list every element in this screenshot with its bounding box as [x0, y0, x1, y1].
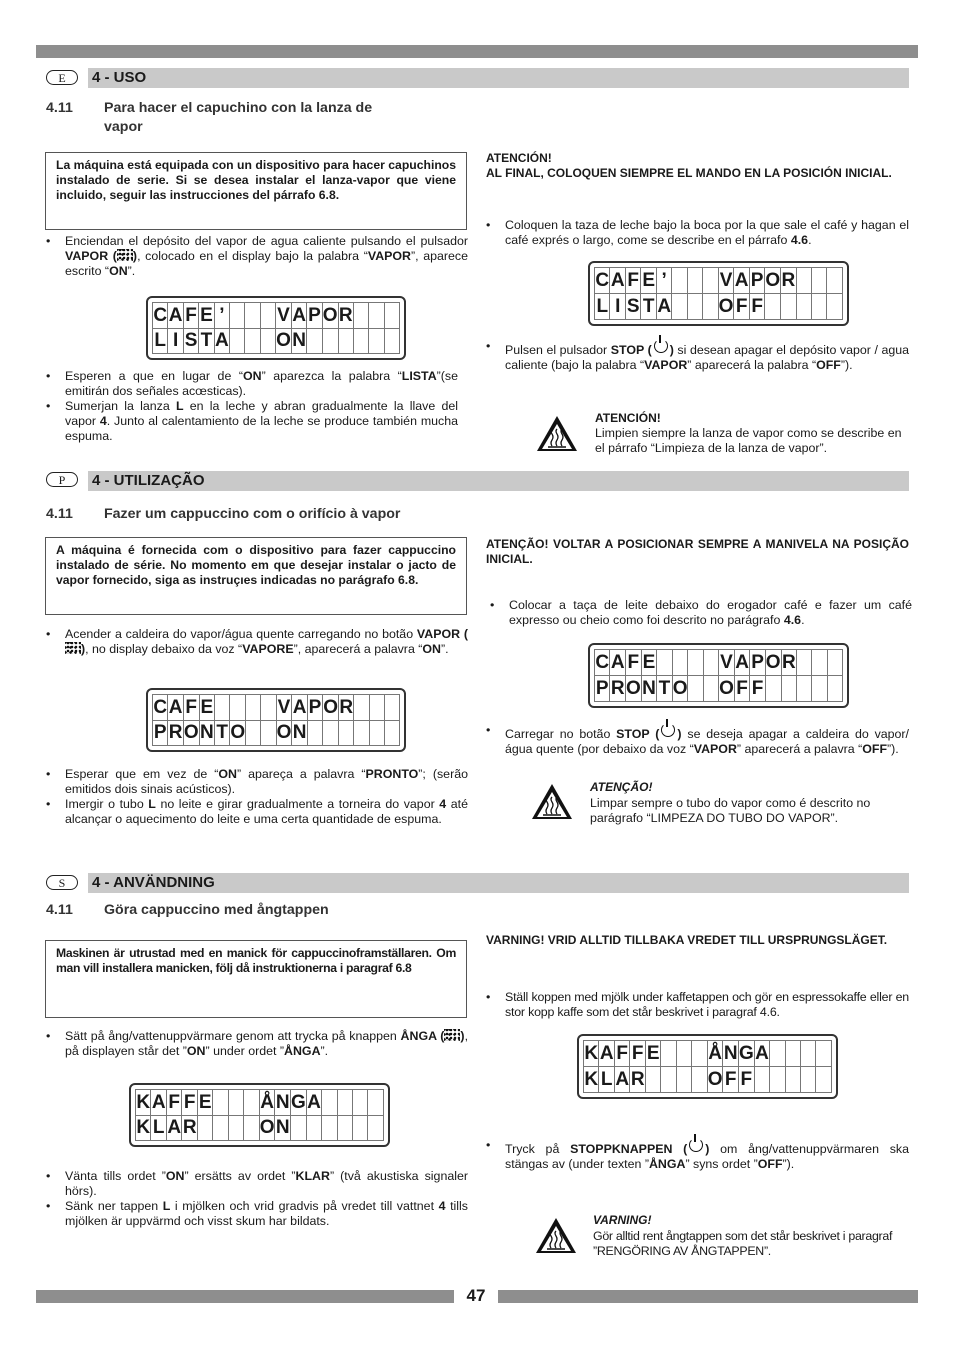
display-cell: F: [734, 676, 749, 702]
page-number: 47: [466, 1286, 486, 1305]
display-cell: [353, 1115, 368, 1141]
display-cell: [827, 294, 843, 320]
subsection-number: 4.11: [46, 506, 73, 522]
display-cell: [369, 720, 384, 746]
display-cell: [785, 1041, 800, 1067]
display-row: [153, 328, 400, 354]
display-cell: F: [723, 1067, 738, 1093]
display-cell: [337, 1090, 352, 1116]
power-icon: [654, 339, 668, 353]
display-panel: [588, 261, 849, 326]
display-row: [595, 650, 843, 676]
display-cell: N: [275, 1090, 290, 1116]
display-row: [136, 1115, 384, 1141]
bullet-list: [490, 598, 912, 628]
display-row: [153, 720, 400, 746]
subsection-title-line2: vapor: [104, 119, 143, 135]
display-cell: [812, 294, 827, 320]
display-cell: [692, 1067, 707, 1093]
display-cell: R: [781, 268, 796, 294]
display-cell: [353, 328, 368, 354]
warning-title: VARNING!: [593, 1213, 652, 1227]
display-cell: [703, 676, 718, 702]
display-cell: [796, 268, 811, 294]
display-cell: O: [322, 303, 338, 329]
display-grid: [152, 302, 400, 354]
display-cell: V: [719, 650, 735, 676]
display-row: [595, 294, 843, 320]
display-cell: E: [641, 650, 656, 676]
display-cell: [797, 650, 812, 676]
display-cell: V: [718, 268, 734, 294]
display-cell: L: [595, 294, 610, 320]
display-cell: [354, 695, 369, 721]
display-cell: [384, 720, 399, 746]
subsection-title: Para hacer el capuchino con la lanza de: [104, 100, 373, 116]
display-cell: [368, 1090, 384, 1116]
display-cell: [368, 1115, 384, 1141]
display-cell: P: [307, 303, 322, 329]
display-cell: R: [610, 676, 625, 702]
display-cell: [797, 676, 812, 702]
display-cell: [246, 720, 261, 746]
list-item: • Tryck på STOPPKNAPPEN ( ) om ång/vattenuppvärmaren ska stängas av (under texten ”ÅNGA” syns ordet ”OFF”).: [486, 1138, 909, 1172]
display-cell: [307, 720, 322, 746]
display-cell: A: [306, 1090, 321, 1116]
display-cell: V: [276, 695, 292, 721]
display-cell: [703, 268, 718, 294]
display-panel: [146, 688, 406, 752]
display-cell: C: [595, 650, 610, 676]
display-cell: [307, 328, 322, 354]
display-cell: O: [625, 676, 641, 702]
hot-surface-warning-icon: [532, 784, 572, 820]
bullet-list: [46, 767, 468, 827]
display-grid: [583, 1040, 832, 1093]
list-item: • Sänk ner tappen L i mjölken och vrid gradvis på vredet till vattnet 4 tills mjölken är uppvärmd och visst skum har bildats.: [46, 1199, 468, 1229]
subsection-heading: [46, 901, 476, 921]
bullet-list: [46, 627, 468, 657]
display-cell: N: [723, 1041, 738, 1067]
list-item: • Carregar no botão STOP ( ) se deseja apagar a caldeira do vapor/água quente (por debaixo da voz “VAPOR” aparecerá a palavra “OFF”).: [486, 723, 909, 757]
list-item: • Colocar a taça de leite debaixo do erogador café e fazer um café expresso ou cheio como foi descrito no parágrafo 4.6.: [490, 598, 912, 628]
display-grid: [152, 694, 400, 746]
display-cell: [765, 294, 781, 320]
display-cell: P: [153, 720, 168, 746]
list-item: • Vänta tills ordet ”ON” ersätts av ordet ”KLAR” (två akustiska signaler hörs).: [46, 1169, 468, 1199]
top-bar: [36, 45, 918, 58]
display-cell: [785, 1067, 800, 1093]
section-title: 4 - USO: [88, 68, 909, 88]
subsection-heading: [46, 505, 476, 525]
display-cell: [230, 303, 245, 329]
display-cell: Å: [707, 1041, 723, 1067]
display-cell: [197, 1115, 212, 1141]
display-cell: [812, 650, 827, 676]
attention-text: AL FINAL, COLOQUEN SIEMPRE EL MANDO EN LA POSICIÓN INICIAL.: [486, 166, 892, 180]
display-cell: P: [750, 650, 765, 676]
display-cell: S: [183, 328, 198, 354]
display-cell: O: [719, 676, 735, 702]
bullet-list: [486, 1138, 909, 1172]
display-cell: [672, 268, 687, 294]
display-cell: A: [610, 268, 625, 294]
subsection-number: 4.11: [46, 100, 73, 116]
display-cell: K: [584, 1067, 599, 1093]
display-cell: K: [136, 1115, 151, 1141]
steam-waves-icon: [532, 784, 572, 820]
display-cell: O: [183, 720, 199, 746]
list-item: • Esperar que em vez de “ON” apareça a palavra “PRONTO”; (serão emitidos dois sinais acústicos).: [46, 767, 468, 797]
power-icon: [661, 723, 675, 737]
display-cell: [781, 676, 796, 702]
display-cell: Å: [259, 1090, 275, 1116]
display-cell: I: [610, 294, 625, 320]
display-cell: [228, 1115, 243, 1141]
attention-text: VARNING! VRID ALLTID TILLBAKA VREDET TILL URSPRUNGSLÄGET.: [486, 933, 888, 947]
footer-bar-right: [498, 1290, 918, 1303]
hot-surface-warning-icon: [537, 416, 577, 452]
display-cell: P: [595, 676, 610, 702]
display-cell: E: [641, 268, 656, 294]
bullet-list: [486, 339, 909, 373]
list-item: • Sumerjan la lanza L en la leche y abran gradualmente la llave del vapor 4. Junto al calentamiento de la leche se produce también mucha espuma.: [46, 399, 458, 444]
display-cell: [323, 720, 339, 746]
display-cell: R: [168, 720, 183, 746]
display-cell: O: [323, 695, 339, 721]
hot-surface-warning-icon: [536, 1218, 576, 1254]
display-cell: V: [276, 303, 292, 329]
display-cell: F: [614, 1041, 629, 1067]
display-cell: A: [614, 1067, 629, 1093]
note-box: La máquina está equipada con un dispositivo para hacer capuchinos instalado de serie. Si se desea instalar el lanza-vapor que viene incluido, seguir las instrucciones del párrafo 6.8.: [45, 152, 467, 230]
display-cell: A: [754, 1041, 769, 1067]
steam-icon: [117, 249, 133, 261]
footer-bar-left: [36, 1290, 454, 1303]
display-cell: C: [153, 695, 168, 721]
display-cell: G: [290, 1090, 306, 1116]
display-cell: [687, 294, 702, 320]
subsection-title: Göra cappuccino med ångtappen: [104, 902, 329, 918]
display-cell: [672, 650, 688, 676]
display-cell: O: [259, 1115, 275, 1141]
section-title: 4 - ANVÄNDNING: [88, 873, 909, 893]
display-cell: [215, 695, 230, 721]
display-cell: [688, 676, 703, 702]
display-cell: [353, 303, 368, 329]
display-cell: [290, 1115, 306, 1141]
display-cell: [781, 294, 796, 320]
display-cell: A: [214, 328, 229, 354]
display-cell: [676, 1041, 691, 1067]
display-cell: [369, 328, 384, 354]
display-cell: T: [199, 328, 214, 354]
display-cell: [816, 1067, 832, 1093]
display-grid: [594, 267, 843, 320]
display-cell: ’: [214, 303, 229, 329]
display-cell: [801, 1041, 816, 1067]
display-cell: [384, 328, 399, 354]
warning-text: Gör alltid rent ångtappen som det står beskrivet i paragraf ”RENGÖRING AV ÅNGTAPPEN”.: [593, 1229, 893, 1258]
display-cell: [687, 268, 702, 294]
display-cell: [260, 303, 275, 329]
display-cell: C: [595, 268, 610, 294]
display-cell: [261, 720, 276, 746]
display-cell: F: [183, 695, 199, 721]
list-item: • Enciendan el depósito del vapor de agua caliente pulsando el pulsador VAPOR ( ), colocado en el display bajo la palabra “VAPOR”, aparece escrito “ON”.: [46, 234, 468, 279]
display-cell: A: [151, 1090, 166, 1116]
display-cell: [801, 1067, 816, 1093]
display-cell: T: [657, 676, 672, 702]
display-row: [584, 1067, 832, 1093]
display-cell: A: [734, 650, 749, 676]
display-cell: [244, 1090, 259, 1116]
display-cell: [230, 328, 245, 354]
display-cell: [354, 720, 369, 746]
display-cell: O: [276, 720, 292, 746]
display-cell: T: [215, 720, 230, 746]
display-cell: F: [630, 1041, 645, 1067]
steam-icon: [65, 642, 81, 654]
display-cell: A: [292, 695, 307, 721]
display-cell: P: [307, 695, 322, 721]
display-cell: O: [707, 1067, 723, 1093]
display-cell: [812, 676, 827, 702]
display-cell: [260, 328, 275, 354]
note-box: A máquina é fornecida com o dispositivo para fazer cappuccino instalado de série. No momento em que desejar instalar o jacto de vapor fornecido, siga as instruçıes indicadas no parágrafo 6.8.: [45, 537, 467, 615]
display-row: [136, 1090, 384, 1116]
display-cell: [322, 1115, 337, 1141]
display-cell: [384, 303, 399, 329]
display-grid: [594, 649, 843, 702]
display-cell: [245, 328, 260, 354]
display-row: [595, 676, 843, 702]
display-cell: R: [781, 650, 796, 676]
display-cell: [661, 1041, 676, 1067]
display-cell: R: [338, 303, 353, 329]
display-panel: [577, 1034, 838, 1099]
display-cell: N: [292, 720, 307, 746]
bullet-list: [46, 234, 468, 279]
section-title: 4 - UTILIZAÇÃO: [88, 471, 909, 491]
display-cell: [770, 1067, 785, 1093]
display-cell: [338, 720, 353, 746]
bullet-list: [46, 1169, 468, 1229]
display-cell: L: [153, 328, 168, 354]
warning-text: Limpar sempre o tubo do vapor como é descrito no parágrafo “LIMPEZA DO TUBO DO VAPOR”.: [590, 796, 871, 825]
display-cell: O: [672, 676, 688, 702]
display-cell: [337, 1115, 352, 1141]
display-cell: F: [183, 303, 198, 329]
display-cell: [306, 1115, 321, 1141]
display-cell: F: [734, 294, 749, 320]
display-cell: E: [199, 303, 214, 329]
language-badge: P: [46, 472, 78, 487]
display-cell: L: [599, 1067, 614, 1093]
note-box: Maskinen är utrustad med en manick för cappuccinoframställaren. Om man vill installera manicken, följ då instruktionerna i paragraf 6.8: [45, 940, 467, 1018]
display-cell: [688, 650, 703, 676]
display-cell: [827, 676, 842, 702]
display-cell: [384, 695, 399, 721]
subsection-number: 4.11: [46, 902, 73, 918]
display-cell: F: [625, 650, 641, 676]
display-cell: [213, 1090, 228, 1116]
display-cell: O: [718, 294, 734, 320]
display-cell: [796, 294, 811, 320]
display-panel: [146, 296, 406, 360]
display-cell: N: [199, 720, 214, 746]
display-cell: N: [275, 1115, 290, 1141]
display-cell: [228, 1090, 243, 1116]
display-cell: [645, 1067, 660, 1093]
display-cell: [827, 650, 842, 676]
display-cell: K: [136, 1090, 151, 1116]
display-cell: [765, 676, 781, 702]
display-cell: E: [197, 1090, 212, 1116]
display-cell: [261, 695, 276, 721]
display-row: [595, 268, 843, 294]
display-cell: E: [645, 1041, 660, 1067]
display-cell: R: [338, 695, 353, 721]
steam-icon: [444, 1029, 460, 1041]
display-cell: S: [625, 294, 640, 320]
display-cell: [213, 1115, 228, 1141]
list-item: • Pulsen el pulsador STOP ( ) si desean apagar el depósito vapor / agua caliente (bajo la palabra “VAPOR” aparecerá la palabra “OFF”).: [486, 339, 909, 373]
display-cell: [338, 328, 353, 354]
display-cell: L: [151, 1115, 166, 1141]
list-item: • Ställ koppen med mjölk under kaffetappen och gör en espressokaffe eller en stor kopp kaffe som det står beskrivet i paragraf 4.6.: [486, 990, 909, 1020]
display-cell: [245, 303, 260, 329]
power-icon: [689, 1138, 703, 1152]
display-cell: [703, 650, 718, 676]
bullet-list: [46, 1029, 468, 1059]
bullet-list: [486, 218, 909, 248]
display-cell: [230, 695, 246, 721]
display-cell: A: [610, 650, 625, 676]
display-cell: [246, 695, 261, 721]
display-cell: C: [153, 303, 168, 329]
display-cell: N: [641, 676, 656, 702]
language-badge: S: [46, 875, 78, 890]
display-cell: A: [734, 268, 749, 294]
display-row: [153, 695, 400, 721]
steam-waves-icon: [536, 1218, 576, 1254]
display-cell: [244, 1115, 259, 1141]
display-cell: F: [182, 1090, 197, 1116]
display-cell: F: [750, 676, 765, 702]
bullet-list: [46, 369, 458, 444]
display-cell: A: [168, 303, 183, 329]
display-cell: [672, 294, 687, 320]
display-cell: R: [182, 1115, 197, 1141]
display-cell: F: [625, 268, 640, 294]
display-cell: [369, 303, 384, 329]
display-cell: A: [168, 695, 183, 721]
display-cell: N: [291, 328, 306, 354]
warning-title: ATENÇÃO!: [590, 780, 653, 794]
display-cell: G: [738, 1041, 754, 1067]
display-cell: [812, 268, 827, 294]
display-cell: [657, 650, 672, 676]
display-cell: [676, 1067, 691, 1093]
display-grid: [135, 1089, 384, 1141]
display-cell: K: [584, 1041, 599, 1067]
list-item: • Imergir o tubo L no leite e girar gradualmente a torneira do vapor 4 até alcançar o aquecimento do leite e uma certa quantidade de espuma.: [46, 797, 468, 827]
subsection-title: Fazer um cappuccino com o orifício à vapor: [104, 506, 401, 522]
display-cell: [369, 695, 384, 721]
display-cell: F: [738, 1067, 754, 1093]
display-row: [153, 303, 400, 329]
subsection-heading: [46, 99, 466, 139]
display-row: [584, 1041, 832, 1067]
display-cell: O: [765, 650, 781, 676]
display-cell: [816, 1041, 832, 1067]
list-item: • Esperen a que en lugar de “ON” aparezca la palabra “LISTA”(se emitirán dos señales acœsticas).: [46, 369, 458, 399]
display-panel: [129, 1083, 390, 1147]
bullet-list: [486, 723, 909, 757]
warning-text: Limpien siempre la lanza de vapor como se describe en el párrafo “Limpieza de la lanza de vapor”.: [595, 426, 902, 455]
attention-title: ATENCIÓN!: [486, 151, 552, 165]
display-cell: A: [599, 1041, 614, 1067]
list-item: • Acender a caldeira do vapor/água quente carregando no botão VAPOR (), no display debaixo da voz “VAPORE”, aparecerá a palavra “ON”.: [46, 627, 468, 657]
display-cell: O: [765, 268, 781, 294]
bullet-list: [486, 990, 909, 1020]
display-cell: [322, 1090, 337, 1116]
display-cell: O: [230, 720, 246, 746]
display-cell: P: [749, 268, 764, 294]
language-badge: E: [46, 70, 78, 85]
attention-text: ATENÇÃO! VOLTAR A POSICIONAR SEMPRE A MANIVELA NA POSIÇÃO INICIAL.: [486, 537, 909, 566]
display-cell: [322, 328, 338, 354]
display-cell: A: [166, 1115, 181, 1141]
display-cell: F: [749, 294, 764, 320]
display-cell: O: [276, 328, 292, 354]
display-panel: [588, 643, 849, 708]
display-cell: [703, 294, 718, 320]
warning-title: ATENCIÓN!: [595, 411, 661, 425]
display-cell: [754, 1067, 769, 1093]
display-cell: [692, 1041, 707, 1067]
display-cell: I: [168, 328, 183, 354]
display-cell: [661, 1067, 676, 1093]
display-cell: A: [291, 303, 306, 329]
display-cell: R: [630, 1067, 645, 1093]
list-item: • Sätt på ång/vattenuppvärmare genom att trycka på knappen ÅNGA ( ), på displayen står det ”ON” under ordet ”ÅNGA”.: [46, 1029, 468, 1059]
display-cell: A: [656, 294, 671, 320]
display-cell: E: [199, 695, 214, 721]
steam-waves-icon: [537, 416, 577, 452]
list-item: • Coloquen la taza de leche bajo la boca por la que sale el café y hagan el café exprés o largo, come se describe en el párrafo 4.6.: [486, 218, 909, 248]
display-cell: [353, 1090, 368, 1116]
display-cell: [770, 1041, 785, 1067]
display-cell: T: [641, 294, 656, 320]
display-cell: ’: [656, 268, 671, 294]
display-cell: F: [166, 1090, 181, 1116]
display-cell: [827, 268, 843, 294]
